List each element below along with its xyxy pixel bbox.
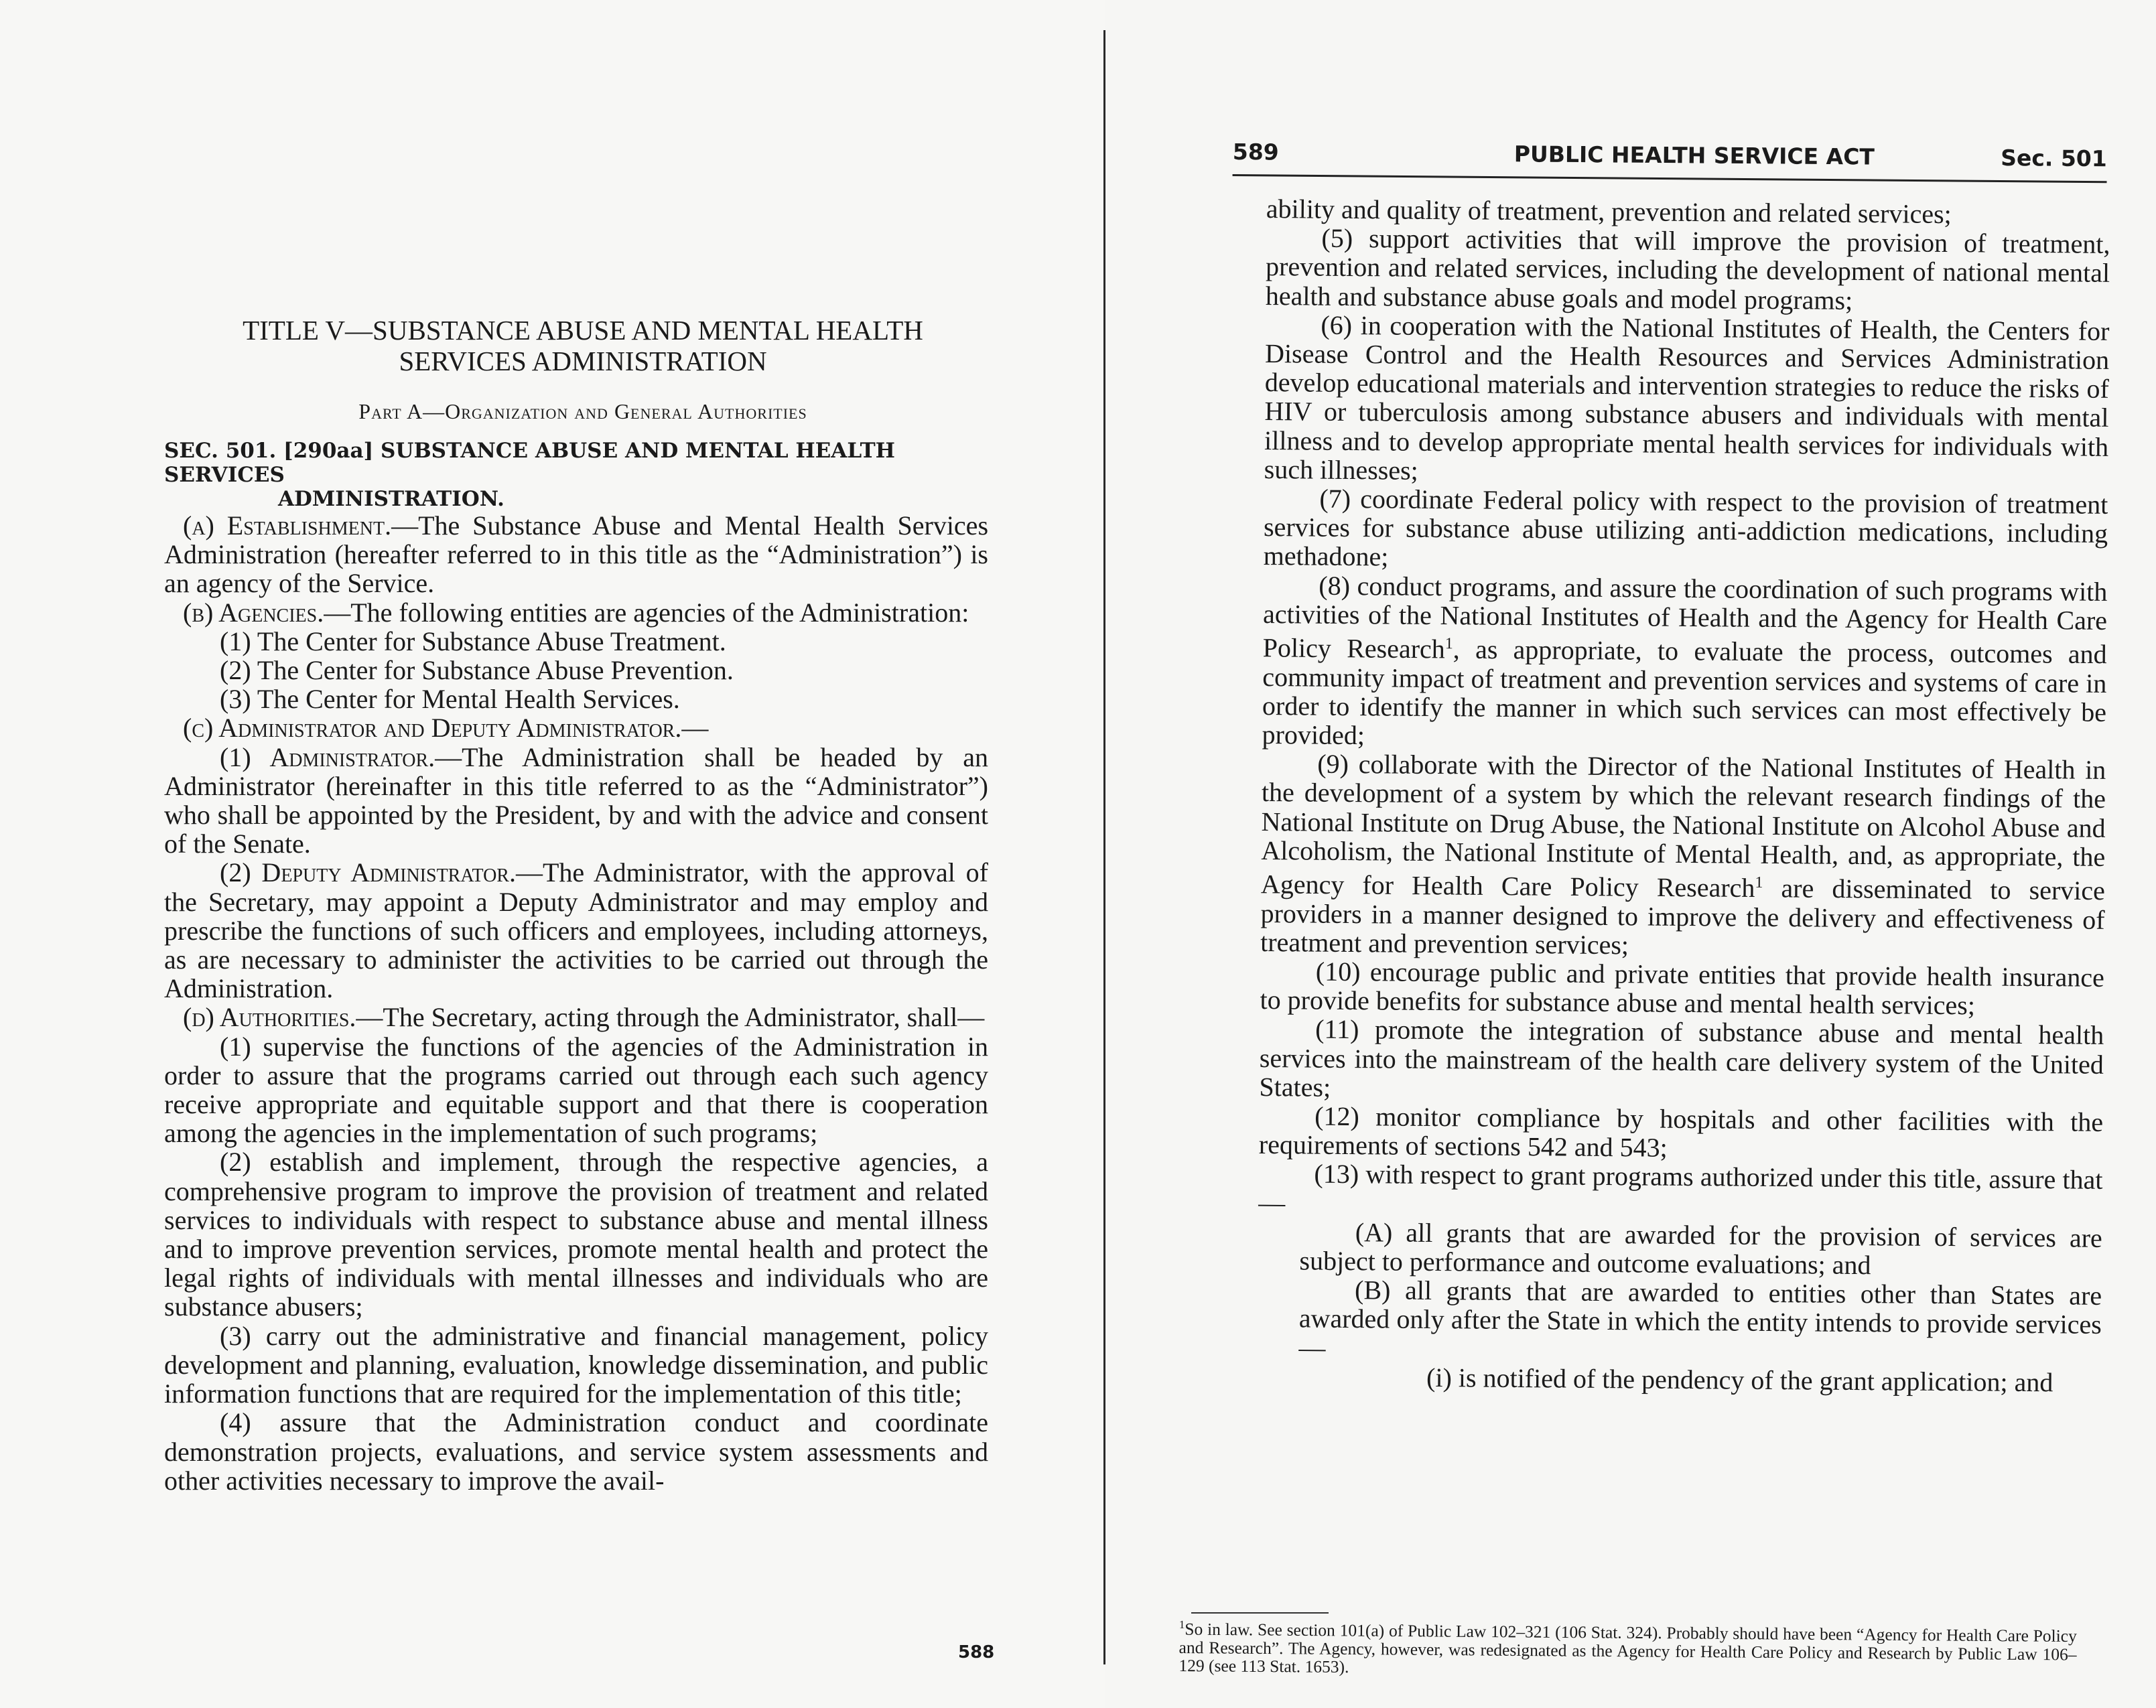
subsection-d-8-text-a: (8) conduct programs, and assure the coordination of such programs with activities of the National Institutes of Health and the Agency for Health Care Policy Research bbox=[1262, 570, 2108, 664]
left-page-body bbox=[164, 315, 988, 1495]
footnote-text: So in law. See section 101(a) of Public Law 102–321 (106 Stat. 324). Probably should have been “Agency for Health Care Policy and Research”. The Agency, however, was redesignated as the Agency for Health Care Policy and Research by Public Law 106–129 (see 113 Stat. 1653). bbox=[1178, 1619, 2077, 1677]
subsection-c-text: — bbox=[681, 713, 709, 743]
subsection-d-3: (3) carry out the administrative and financial management, policy development and planning, evaluation, knowledge dissemination, and public information functions that are required for the implementation of this title; bbox=[164, 1320, 988, 1409]
subsection-c-2-text: —The Administrator, with the approval of the Secretary, may appoint a Deputy Administrator and may employ and prescribe the functions of such officers and employees, including attorneys, as are necessary to administer the activities to be carried out through the Administration. bbox=[164, 857, 988, 1004]
subsection-c-2 bbox=[164, 858, 988, 1003]
subsection-c-1 bbox=[164, 743, 988, 859]
subsection-d-13-B: (B) all grants that are awarded to entities other than States are awarded only after the State in which the entity intends to provide services— bbox=[1298, 1275, 2102, 1363]
subsection-d-13-B-i: (i) is notified of the pendency of the grant application; and bbox=[1426, 1362, 2053, 1398]
subsection-b-1: (1) The Center for Substance Abuse Treatment. bbox=[220, 626, 726, 656]
section-heading-line-1: SEC. 501. [290aa] SUBSTANCE ABUSE AND MENTAL HEALTH SERVICES bbox=[164, 439, 895, 487]
subsection-b-text: —The following entities are agencies of the Administration: bbox=[324, 597, 969, 628]
subsection-d-1: (1) supervise the functions of the agencies of the Administration in order to assure that the programs carried out through each such agency receive appropriate and equitable support and that there is cooperation among the agencies in the implementation of such programs; bbox=[164, 1031, 988, 1149]
subsection-b-label: (b) Agencies. bbox=[183, 597, 324, 628]
subsection-b bbox=[164, 598, 988, 627]
subsection-d-5: (5) support activities that will improve the provision of treatment, prevention and related services, including the development of national mental health and substance abuse goals and model programs; bbox=[1265, 222, 2110, 315]
right-page-body bbox=[1257, 194, 2110, 1397]
running-header bbox=[1233, 137, 2107, 183]
subsection-d-2: (2) establish and implement, through the respective agencies, a comprehensive program to improve the provision of treatment and related services to individuals with respect to substance abuse and mental illness and to improve prevention services, promote mental health and protect the legal rights of individuals with mental illnesses and individuals who are substance abusers; bbox=[164, 1147, 988, 1322]
subsection-c-label: (c) Administrator and Deputy Administrator. bbox=[183, 713, 682, 743]
subsection-c-1-text: —The Administration shall be headed by an Administrator (hereinafter in this title referred to as the “Administrator”) who shall be appointed by the President, by and with the advice and consent of the Senate. bbox=[164, 741, 988, 859]
subsection-d-9-text-a: (9) collaborate with the Director of the National Institutes of Health in the development of a system by which the relevant research findings of the National Institute on Drug Abuse, the National Institute on Alcohol Abuse and Alcoholism, the National Institute of Mental Health, and, as appropriate, the Agency for Health Care Policy Research bbox=[1260, 748, 2106, 904]
continued-item-4: ability and quality of treatment, prevention and related services; bbox=[1266, 194, 1952, 230]
subsection-d-12: (12) monitor compliance by hospitals and other facilities with the requirements of sections 542 and 543; bbox=[1258, 1100, 2104, 1163]
title-heading bbox=[178, 315, 988, 376]
subsection-d-8 bbox=[1262, 571, 2107, 756]
subsection-b-2: (2) The Center for Substance Abuse Prevention. bbox=[220, 655, 734, 686]
subsection-a-text: —The Substance Abuse and Mental Health Services Administration (hereafter referred to in this title as the “Administration”) is an agency of the Service. bbox=[164, 510, 989, 599]
subsection-b-3: (3) The Center for Mental Health Services. bbox=[220, 684, 680, 715]
subsection-d-6: (6) in cooperation with the National Institutes of Health, the Centers for Disease Control and the Health Resources and Services Administration develop educational materials and intervention strategies to reduce the risks of HIV or tuberculosis among substance abusers and individuals with mental illness and to develop appropriate mental health services for individuals with such illnesses; bbox=[1264, 309, 2110, 486]
subsection-d-8-text-b: , as appropriate, to evaluate the process, outcomes and community impact of treatment and prevention services and systems of care in order to identify the manner in which such services can most effectively be provided; bbox=[1262, 634, 2107, 751]
subsection-c-2-label: (2) Deputy Administrator. bbox=[220, 857, 516, 888]
subsection-d-10: (10) encourage public and private entities that provide health insurance to provide benefits for substance abuse and mental health services; bbox=[1260, 956, 2105, 1021]
subsection-d-label: (d) Authorities. bbox=[183, 1002, 356, 1033]
subsection-d-4: (4) assure that the Administration conduct and coordinate demonstration projects, evaluations, and service system assessments and other activities necessary to improve the avail- bbox=[164, 1407, 988, 1496]
subsection-c-1-label: (1) Administrator. bbox=[220, 741, 435, 772]
subsection-d-text: —The Secretary, acting through the Administrator, shall— bbox=[356, 1002, 985, 1033]
header-title: PUBLIC HEALTH SERVICE ACT bbox=[1513, 141, 1875, 170]
title-line-2: SERVICES ADMINISTRATION bbox=[399, 346, 767, 376]
subsection-d-13: (13) with respect to grant programs authorized under this title, assure that— bbox=[1258, 1158, 2103, 1218]
subsection-a-label: (a) Establishment. bbox=[183, 510, 392, 541]
subsection-a bbox=[164, 511, 988, 598]
footnote-ref: 1 bbox=[1755, 873, 1763, 892]
header-page-number: 589 bbox=[1232, 138, 1279, 165]
subsection-d-9 bbox=[1260, 749, 2106, 963]
part-heading: Part A—Organization and General Authorities bbox=[358, 399, 807, 423]
subsection-d bbox=[164, 1003, 988, 1031]
subsection-d-9-text-b: are disseminated to service providers in a manner designed to improve the delivery and effectiveness of treatment and prevention services; bbox=[1260, 873, 2106, 960]
left-page-number: 588 bbox=[958, 1642, 995, 1662]
footnote-mark: 1 bbox=[1178, 1618, 1185, 1632]
subsection-c bbox=[164, 713, 988, 742]
header-section: Sec. 501 bbox=[2001, 145, 2107, 172]
footnote bbox=[1178, 1616, 2077, 1681]
footnote-ref: 1 bbox=[1444, 635, 1453, 653]
subsection-d-11: (11) promote the integration of substance abuse and mental health services into the mainstream of the health care delivery system of the United States; bbox=[1259, 1013, 2104, 1102]
title-line-1: TITLE V—SUBSTANCE ABUSE AND MENTAL HEALTH bbox=[243, 315, 923, 346]
subsection-d-7: (7) coordinate Federal policy with respect to the provision of treatment services for substance abuse utilizing anti-addiction medications, including methadone; bbox=[1263, 483, 2108, 572]
section-heading-line-2: ADMINISTRATION. bbox=[278, 487, 504, 511]
subsection-d-13-A: (A) all grants that are awarded for the provision of services are subject to performance and outcome evaluations; and bbox=[1299, 1216, 2102, 1281]
section-heading bbox=[164, 439, 988, 511]
footnote-rule bbox=[1191, 1612, 1329, 1614]
